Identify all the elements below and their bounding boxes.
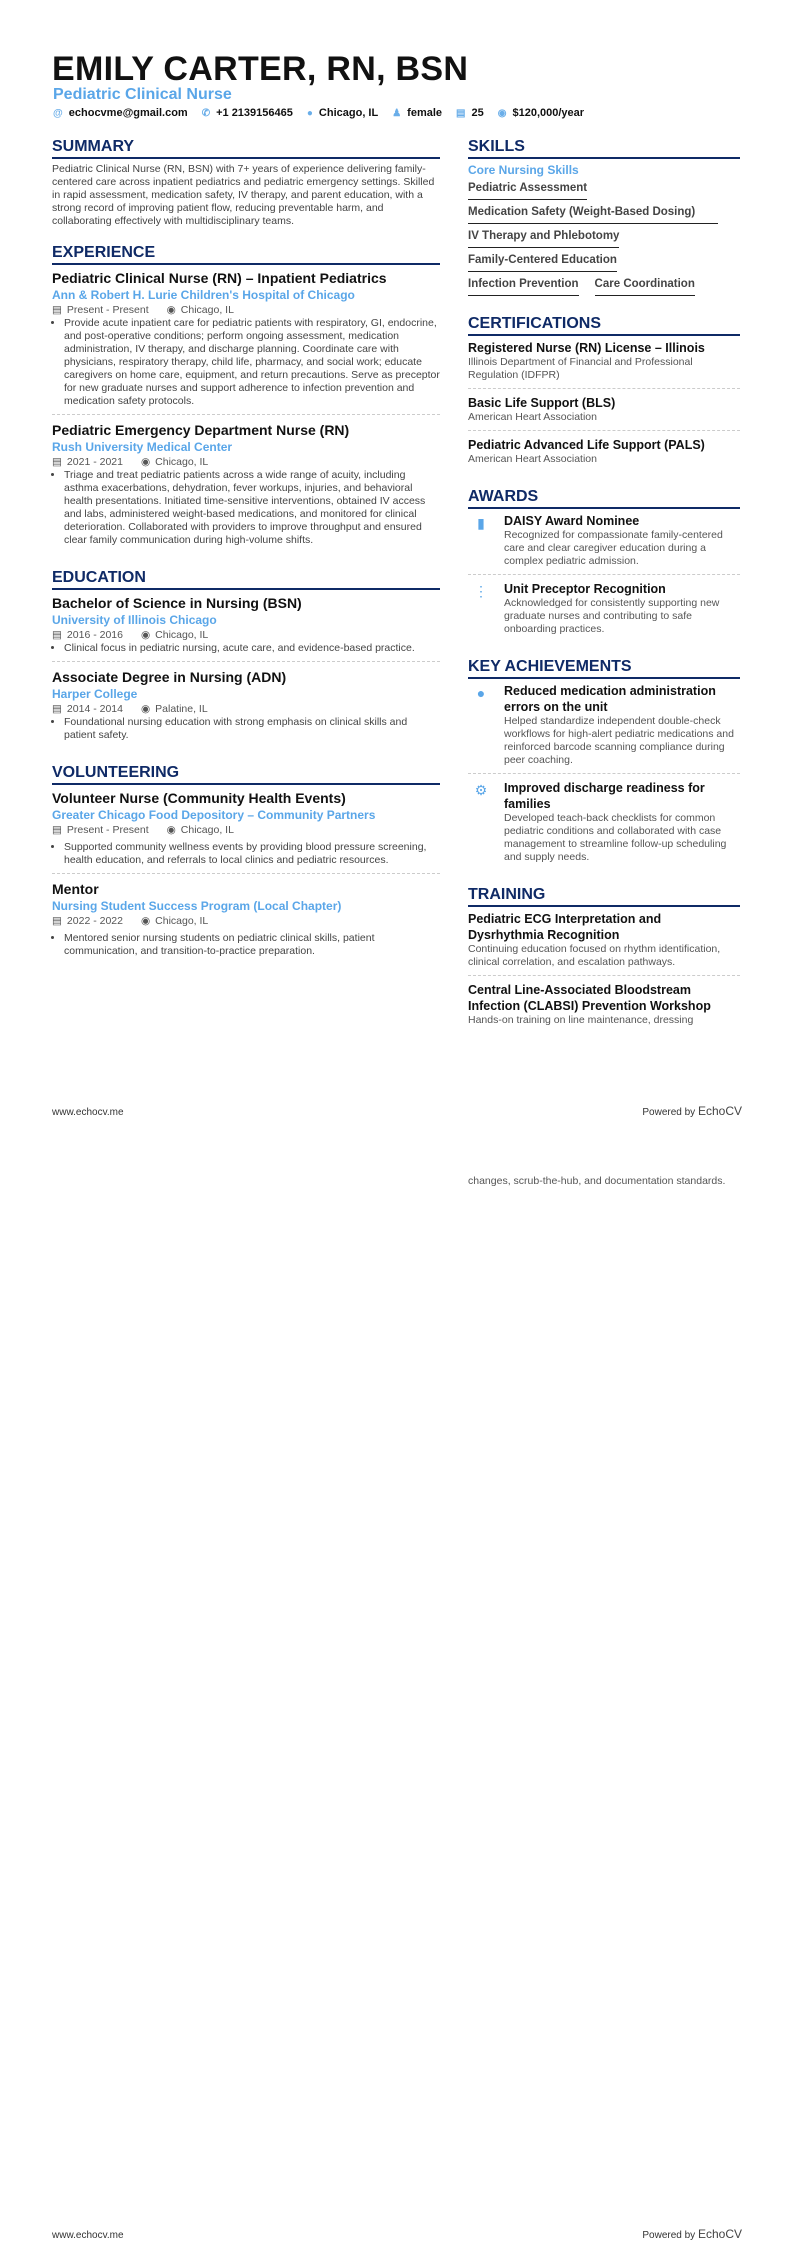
skill-category: Core Nursing Skills (468, 163, 579, 177)
training-desc: Hands-on training on line maintenance, dressing (468, 1014, 694, 1026)
document-icon: ▮ (477, 515, 485, 531)
training-title: Central Line-Associated Bloodstream Infection (CLABSI) Prevention Workshop (468, 983, 711, 1013)
summary-section (52, 138, 440, 228)
location-icon: ◉ (140, 915, 151, 927)
resume-page-2 (0, 1123, 794, 2246)
skills-section (468, 138, 740, 299)
dots-icon: ⋮ (474, 583, 488, 599)
education-item (52, 668, 440, 748)
training-desc-continued: changes, scrub-the-hub, and documentation standards. (468, 1175, 726, 1187)
location-icon: ◉ (140, 629, 151, 641)
at-icon: @ (53, 107, 63, 119)
skill-tag: Family-Centered Education (468, 251, 617, 272)
organization: Nursing Student Success Program (Local Chapter) (52, 899, 342, 913)
award-title: Unit Preceptor Recognition (504, 582, 666, 596)
achievements-section (468, 658, 740, 870)
award-desc: Acknowledged for consistently supporting new graduate nurses and contributing to safe onboarding practices. (504, 597, 720, 635)
skill-tag: Medication Safety (Weight-Based Dosing) (468, 203, 718, 224)
left-column (52, 138, 440, 980)
achievement-title: Improved discharge readiness for families (504, 781, 705, 811)
section-heading: TRAINING (468, 886, 740, 907)
education-section (52, 569, 440, 748)
job-title: Pediatric Clinical Nurse (53, 86, 232, 103)
volunteering-item (52, 880, 440, 964)
page-footer (52, 2227, 742, 2241)
cert-issuer: American Heart Association (468, 411, 597, 423)
contact-bar (53, 107, 584, 119)
money-icon: ◉ (497, 107, 507, 119)
location: Chicago, IL (155, 629, 209, 641)
bullet: • Provide acute inpatient care for pediatric patients with respiratory, GI, endocrine, and post-operative conditions; perform ongoing assessment, medication administration, IV therapy, and discharge planning. Coordinate care with physicians, respiratory therapy, child life, pharmacy, and social work; educate caregivers on home care, equipment, and return precautions. Serve as preceptor for new graduate nurses and support adherence to infection prevention and medication safety protocols. (64, 317, 440, 408)
dates: 2016 - 2016 (66, 629, 123, 641)
dates: 2021 - 2021 (66, 456, 123, 468)
phone[interactable]: +1 2139156465 (216, 107, 293, 119)
powered-by: Powered by (642, 2230, 696, 2241)
award-desc: Recognized for compassionate family-centered care and clear caregiver education during a complex pediatric admission. (504, 529, 723, 567)
achievement-desc: Developed teach-back checklists for common pediatric conditions and collaborated with case management to streamline follow-up scheduling and supply needs. (504, 812, 727, 863)
location-icon: ◉ (140, 456, 151, 468)
section-heading: SKILLS (468, 138, 740, 159)
experience-section (52, 244, 440, 553)
awards-section (468, 488, 740, 642)
brand-logo[interactable]: EchoCV (697, 2227, 742, 2241)
achievement-desc: Helped standardize independent double-check workflows for high-alert pediatric medications and reinforced barcode scanning compliance during peer coaching. (504, 715, 734, 766)
location-icon: ◉ (140, 703, 151, 715)
location: Chicago, IL (318, 107, 379, 119)
location: Chicago, IL (155, 456, 209, 468)
location: Chicago, IL (155, 915, 209, 927)
organization: Greater Chicago Food Depository – Community Partners (52, 808, 376, 822)
calendar-icon: ▤ (52, 824, 62, 836)
right-column (468, 138, 740, 1049)
calendar-icon: ▤ (52, 629, 62, 641)
email[interactable]: echocvme@gmail.com (68, 107, 188, 119)
volunteering-section (52, 764, 440, 964)
training-desc: Continuing education focused on rhythm identification, clinical correlation, and escalation pathways. (468, 943, 721, 968)
degree: Bachelor of Science in Nursing (BSN) (52, 595, 302, 611)
dates: 2022 - 2022 (66, 915, 123, 927)
section-heading: KEY ACHIEVEMENTS (468, 658, 740, 679)
section-heading: EDUCATION (52, 569, 440, 590)
bullet: • Triage and treat pediatric patients across a wide range of acuity, including asthma exacerbations, dehydration, fever workups, injuries, and behavioral health presentations. Initiated time-sensitive interventions, obtained IV access and labs, administered weight-based medications, and monitored for clinical deterioration. Collaborated with providers to improve throughput and ensured clear family communication during high-volume shifts. (64, 469, 440, 547)
award-title: DAISY Award Nominee (504, 514, 640, 528)
skill-tag: IV Therapy and Phlebotomy (468, 227, 619, 248)
job-title: Pediatric Emergency Department Nurse (RN) (52, 422, 350, 438)
summary-text: Pediatric Clinical Nurse (RN, BSN) with 7+ years of experience delivering family-centered care across inpatient pediatrics and pediatric emergency settings. Skilled in rapid assessment, medication safety, IV therapy, and parent education, with a strong record of improving patient flow, reducing preventable harm, and collaborating effectively with multidisciplinary teams. (52, 163, 435, 227)
school: Harper College (52, 687, 138, 701)
gender: female (407, 107, 443, 119)
role: Volunteer Nurse (Community Health Events) (52, 790, 346, 806)
brand-logo[interactable]: EchoCV (697, 1104, 742, 1118)
calendar-icon: ▤ (52, 703, 62, 715)
location: Chicago, IL (180, 304, 234, 316)
location-icon: ◉ (166, 304, 176, 316)
cert-title: Registered Nurse (RN) License – Illinois (468, 341, 705, 355)
certifications-section (468, 315, 740, 472)
training-title: Pediatric ECG Interpretation and Dysrhythmia Recognition (468, 912, 662, 942)
cert-issuer: Illinois Department of Financial and Professional Regulation (IDFPR) (468, 356, 693, 381)
section-heading: SUMMARY (52, 138, 440, 159)
dates: Present - Present (66, 824, 149, 836)
calendar-icon: ▤ (52, 456, 62, 468)
cert-issuer: American Heart Association (468, 453, 597, 465)
bullet: • Clinical focus in pediatric nursing, acute care, and evidence-based practice. (64, 642, 440, 655)
cert-title: Basic Life Support (BLS) (468, 396, 616, 410)
location: Chicago, IL (180, 824, 234, 836)
experience-item (52, 269, 440, 415)
section-heading: EXPERIENCE (52, 244, 440, 265)
cert-title: Pediatric Advanced Life Support (PALS) (468, 438, 705, 452)
gear-icon: ⚙ (474, 782, 488, 798)
candidate-name: EMILY CARTER, RN, BSN (52, 50, 469, 88)
section-heading: CERTIFICATIONS (468, 315, 740, 336)
bullet: • Mentored senior nursing students on pediatric clinical skills, patient communication, and transition-to-practice preparation. (64, 932, 440, 958)
section-heading: AWARDS (468, 488, 740, 509)
phone-icon: ✆ (201, 107, 211, 119)
location: Palatine, IL (155, 703, 208, 715)
training-section (468, 886, 740, 1033)
dates: 2014 - 2014 (66, 703, 123, 715)
skill-tag: Pediatric Assessment (468, 179, 587, 200)
volunteering-item (52, 789, 440, 874)
role: Mentor (52, 881, 99, 897)
powered-by: Powered by (642, 1107, 696, 1118)
salary: $120,000/year (512, 107, 585, 119)
skill-tag: Care Coordination (595, 275, 695, 296)
skill-tag: Infection Prevention (468, 275, 579, 296)
calendar-icon: ▤ (456, 107, 466, 119)
website-link[interactable]: www.echocv.me (52, 2230, 124, 2241)
website-link[interactable]: www.echocv.me (52, 1107, 124, 1118)
bullet: • Foundational nursing education with strong emphasis on clinical skills and patient safety. (64, 716, 440, 742)
dates: Present - Present (66, 304, 149, 316)
bullet: • Supported community wellness events by providing blood pressure screening, health education, and referrals to local clinics and pediatric resources. (64, 841, 440, 867)
education-item (52, 594, 440, 662)
chat-icon: ● (476, 685, 486, 701)
achievement-title: Reduced medication administration errors on the unit (504, 684, 716, 714)
employer: Ann & Robert H. Lurie Children's Hospital of Chicago (52, 288, 355, 302)
calendar-icon: ▤ (52, 304, 62, 316)
degree: Associate Degree in Nursing (ADN) (52, 669, 287, 685)
employer: Rush University Medical Center (52, 440, 233, 454)
school: University of Illinois Chicago (52, 613, 217, 627)
calendar-icon: ▤ (52, 915, 62, 927)
page-footer (52, 1104, 742, 1118)
age: 25 (471, 107, 484, 119)
location-icon: ◉ (166, 824, 176, 836)
user-icon: ♟ (392, 107, 402, 119)
section-heading: VOLUNTEERING (52, 764, 440, 785)
location-icon: ● (306, 107, 313, 119)
experience-item (52, 421, 440, 553)
job-title: Pediatric Clinical Nurse (RN) – Inpatient Pediatrics (52, 270, 387, 286)
